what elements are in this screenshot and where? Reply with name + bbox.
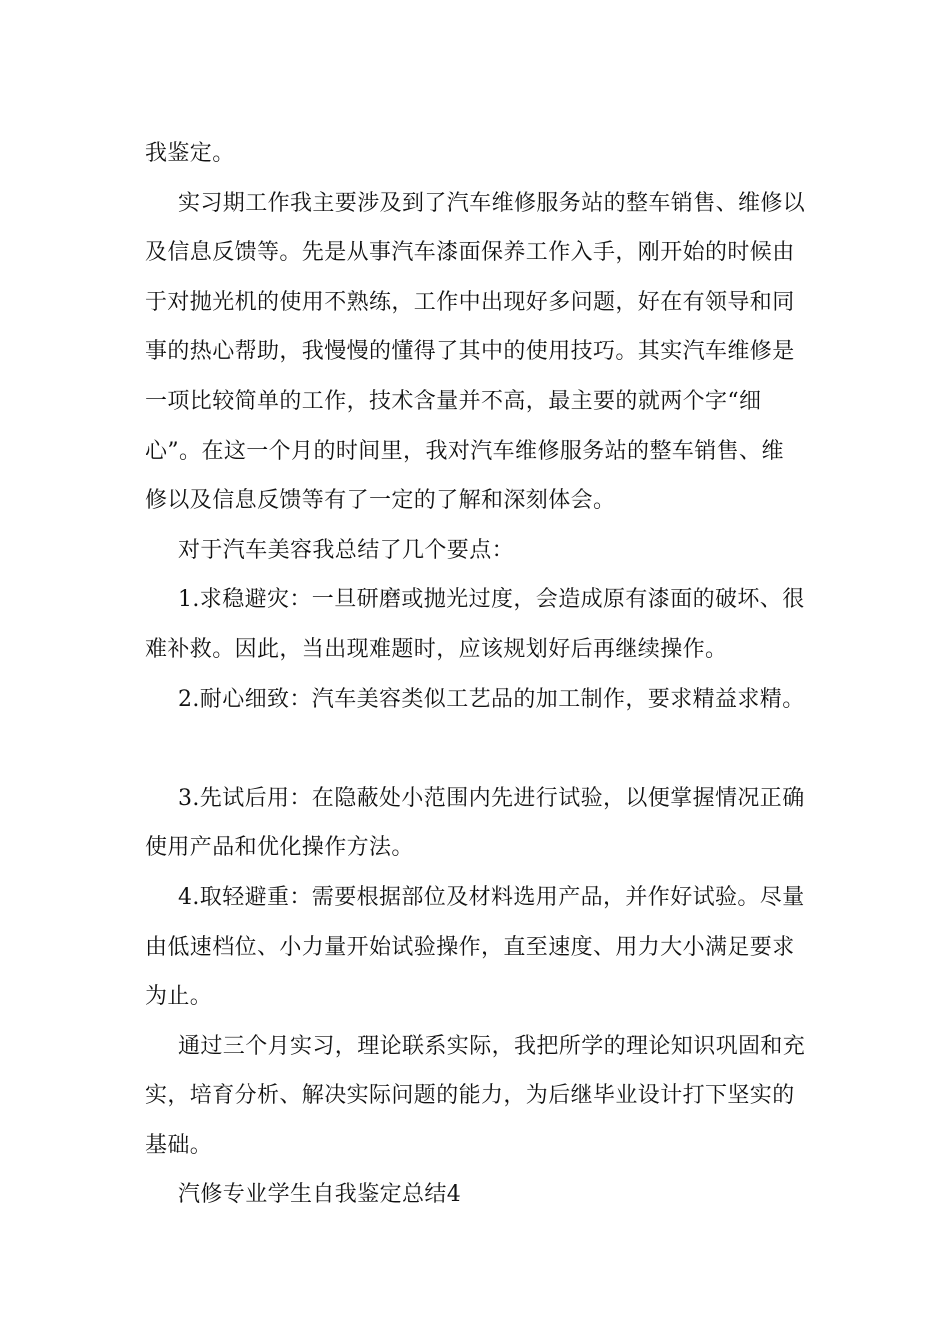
text-line: 于对抛光机的使用不熟练，工作中出现好多问题，好在有领导和同: [145, 289, 795, 315]
paragraph-first-line: 实习期工作我主要涉及到了汽车维修服务站的整车销售、维修以: [178, 190, 806, 216]
text-line: 心”。在这一个月的时间里，我对汽车维修服务站的整车销售、维: [145, 438, 784, 464]
text-line: 由低速档位、小力量开始试验操作，直至速度、用力大小满足要求: [145, 934, 795, 960]
text-line: 难补救。因此，当出现难题时，应该规划好后再继续操作。: [145, 636, 728, 662]
section-heading: 汽修专业学生自我鉴定总结4: [178, 1182, 462, 1208]
paragraph-first-line: 通过三个月实习，理论联系实际，我把所学的理论知识巩固和充: [178, 1033, 806, 1059]
text-line: 基础。: [145, 1132, 213, 1158]
list-item-3: 3.先试后用：在隐蔽处小范围内先进行试验，以便掌握情况正确: [178, 785, 805, 811]
document-page: [145, 129, 807, 1220]
text-line: 一项比较简单的工作，技术含量并不高，最主要的就两个字“细: [145, 388, 762, 414]
text-line: 修以及信息反馈等有了一定的了解和深刻体会。: [145, 488, 616, 514]
list-item-2: 2.耐心细致：汽车美容类似工艺品的加工制作，要求精益求精。: [178, 686, 805, 712]
text-line: 事的热心帮助，我慢慢的懂得了其中的使用技巧。其实汽车维修是: [145, 339, 795, 365]
text-line: 使用产品和优化操作方法。: [145, 835, 414, 861]
text-line: 实，培育分析、解决实际问题的能力，为后继毕业设计打下坚实的: [145, 1083, 795, 1109]
paragraph-first-line: 对于汽车美容我总结了几个要点：: [178, 537, 515, 563]
blank-line: [145, 724, 807, 774]
list-item-4: 4.取轻避重：需要根据部位及材料选用产品，并作好试验。尽量: [178, 884, 805, 910]
list-item-1: 1.求稳避灾：一旦研磨或抛光过度，会造成原有漆面的破坏、很: [178, 587, 805, 613]
text-line: 为止。: [145, 984, 213, 1010]
text-line: 我鉴定。: [145, 141, 235, 166]
text-line: 及信息反馈等。先是从事汽车漆面保养工作入手，刚开始的时候由: [145, 240, 795, 266]
